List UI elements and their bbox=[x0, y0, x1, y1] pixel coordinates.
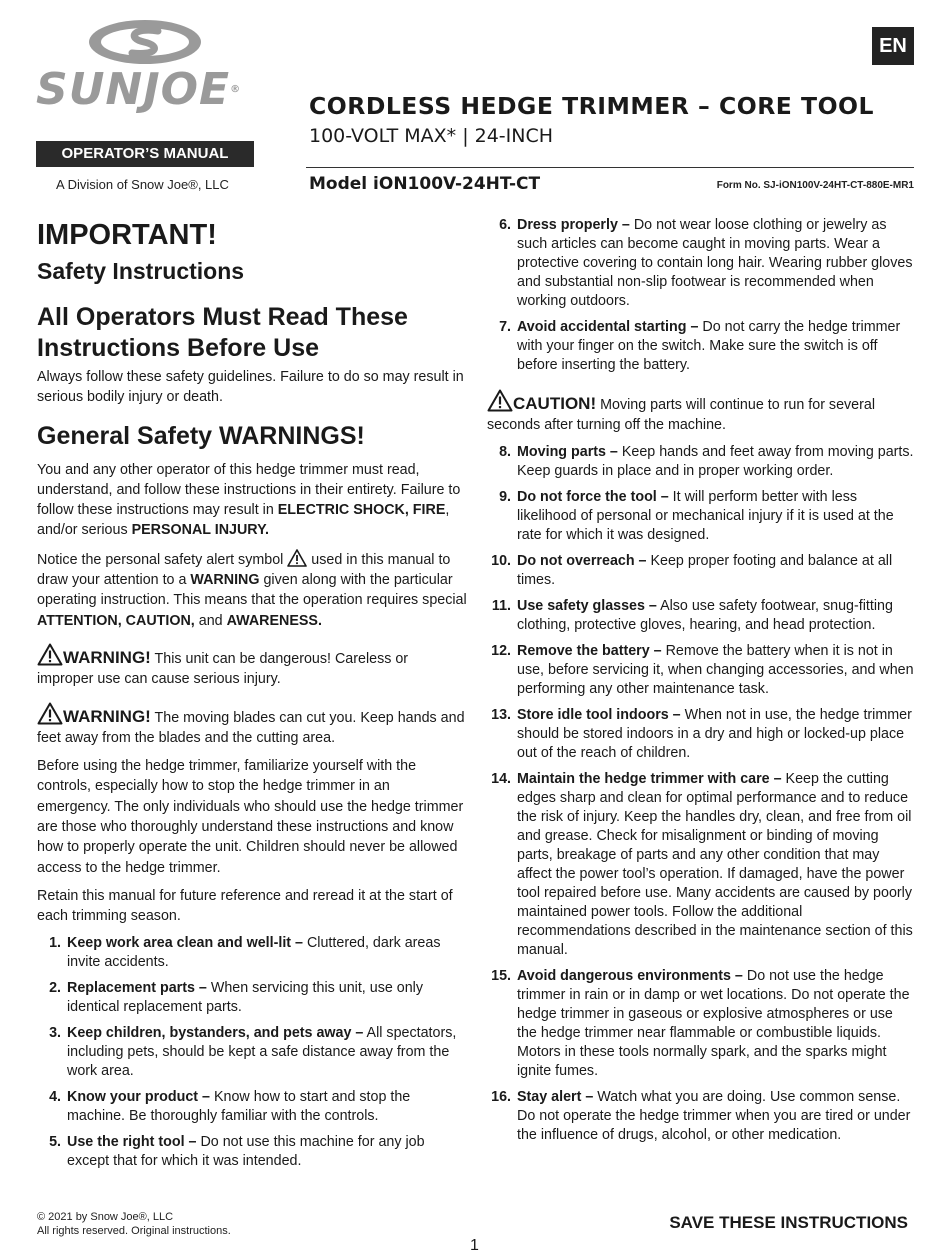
list-item: 14. Maintain the hedge trimmer with care – Keep the cutting edges sharp and clean for optimal performance and to reduce the risk of injury. Keep the handles dry, clean, and free from oil and grease. Check for misalignment or binding of moving parts, breakage of parts and any other condition that may affect the power tool’s operation. If damaged, have the power tool repaired before use. Many accidents are caused by poorly maintained power tools. Follow the additional recommendations described in the maintenance section of this manual. bbox=[491, 770, 913, 958]
list-item: 4. Know your product – Know how to start and stop the machine. Be thoroughly familiar with the controls. bbox=[49, 1088, 411, 1124]
caution-moving-parts: CAUTION! Moving parts will continue to run for several seconds after turning off the machine. bbox=[487, 389, 915, 436]
familiarize-paragraph: Before using the hedge trimmer, familiarize yourself with the controls, especially how to stop the hedge trimmer in an emergency. The only individuals who should use the hedge trimmer are those who thoroughly understand these instructions and know how to properly operate the unit. Children should never be allowed access to the hedge trimmer. bbox=[37, 758, 464, 876]
safety-instructions-heading: Safety Instructions bbox=[37, 258, 245, 284]
alert-symbol-paragraph: Notice the personal safety alert symbol used in this manual to draw your attention to a WARNING given along with the particular operating instruction. This means that the operation requires special ATTENTION, CAUTION, and AWARENESS. bbox=[37, 549, 467, 631]
retain-manual-paragraph: Retain this manual for future reference and reread it at the start of each trimming season. bbox=[37, 887, 453, 925]
division-text: A Division of Snow Joe®, LLC bbox=[56, 177, 229, 192]
warning-icon bbox=[37, 643, 63, 666]
list-item: 13. Store idle tool indoors – When not in use, the hedge trimmer should be stored indoors in a dry and high or locked-up place out of the reach of children. bbox=[491, 706, 912, 761]
operator-must-read-paragraph: You and any other operator of this hedge trimmer must read, understand, and follow these instructions in their entirety. Failure to follow these instructions may result in ELECTRIC SHOCK, FIRE, and/or serious PERSONAL INJURY. bbox=[37, 461, 461, 539]
list-item: 16. Stay alert – Watch what you are doing. Use common sense. Do not operate the hedge trimmer when you are tired or under the influence of drugs, alcohol, or other medication. bbox=[491, 1088, 911, 1143]
safety-list-left bbox=[37, 934, 467, 1171]
list-item: 10. Do not overreach – Keep proper footing and balance at all times. bbox=[491, 552, 893, 588]
list-item: 12. Remove the battery – Remove the battery when it is not in use, before servicing it, when changing accessories, and when performing any other maintenance task. bbox=[491, 642, 914, 697]
safety-alert-icon bbox=[287, 549, 307, 567]
general-warnings-heading: General Safety WARNINGS! bbox=[37, 421, 365, 450]
list-item: 8. Moving parts – Keep hands and feet away from moving parts. Keep guards in place and in proper working order. bbox=[499, 443, 914, 479]
save-instructions-footer: SAVE THESE INSTRUCTIONS bbox=[669, 1213, 908, 1232]
list-item: 6. Dress properly – Do not wear loose clothing or jewelry as such articles can become caught in moving parts. Wear a protective covering to contain long hair. Wearing rubber gloves and substantial non-slip footwear is recommended when working outdoors. bbox=[499, 217, 913, 309]
left-column bbox=[37, 218, 467, 1171]
list-item: 3. Keep children, bystanders, and pets away – All spectators, including pets, should be kept a safe distance away from the work area. bbox=[49, 1024, 457, 1079]
sunjoe-logo-icon bbox=[86, 18, 204, 66]
copyright-line: © 2021 by Snow Joe®, LLC bbox=[37, 1211, 174, 1223]
form-number: Form No. SJ-iON100V-24HT-CT-880E-MR1 bbox=[716, 180, 914, 191]
document-title: CORDLESS HEDGE TRIMMER – CORE TOOL bbox=[309, 92, 874, 120]
copyright-notice bbox=[37, 1210, 231, 1238]
safety-list-right-b bbox=[487, 443, 915, 1145]
always-follow-text: Always follow these safety guidelines. Failure to do so may result in serious bodily injury or death. bbox=[37, 369, 464, 406]
list-item: 5. Use the right tool – Do not use this machine for any job except that for which it was intended. bbox=[49, 1133, 425, 1169]
caution-icon bbox=[487, 389, 513, 412]
list-item: 11. Use safety glasses – Also use safety footwear, snug-fitting clothing, protective gloves, hearing, and head protection. bbox=[491, 597, 893, 633]
language-badge: EN bbox=[872, 27, 914, 65]
list-item: 9. Do not force the tool – It will perform better with less likelihood of personal or mechanical injury if it is used at the rate for which it was designed. bbox=[499, 488, 894, 543]
list-item: 7. Avoid accidental starting – Do not carry the hedge trimmer with your finger on the switch. Make sure the switch is off before inserting the battery. bbox=[499, 319, 901, 373]
brand-name: SUNJOE® bbox=[36, 64, 242, 115]
warning-careless-use: WARNING! This unit can be dangerous! Careless or improper use can cause serious injury. bbox=[37, 643, 467, 690]
warning-moving-blades: WARNING! The moving blades can cut you. Keep hands and feet away from the blades and the cutting area. bbox=[37, 702, 467, 749]
warning-icon bbox=[37, 702, 63, 725]
model-number: Model iON100V-24HT-CT bbox=[309, 174, 541, 194]
must-read-heading: All Operators Must Read These Instructions Before Use bbox=[37, 303, 408, 362]
important-heading: IMPORTANT! bbox=[37, 219, 217, 251]
list-item: 2. Replacement parts – When servicing this unit, use only identical replacement parts. bbox=[49, 979, 424, 1015]
safety-list-right-a bbox=[487, 216, 915, 375]
header-rule bbox=[306, 167, 914, 168]
rights-line: All rights reserved. Original instructions. bbox=[37, 1225, 231, 1237]
list-item: 15. Avoid dangerous environments – Do not use the hedge trimmer in rain or in damp or wet locations. Do not operate the hedge trimmer in gaseous or explosive atmospheres or use the hedge trimmer near flammable or combustible liquids. Motors in these tools normally spark, and the sparks might ignite fumes. bbox=[491, 967, 910, 1079]
page-number: 1 bbox=[470, 1237, 479, 1254]
brand-logo bbox=[36, 18, 256, 115]
list-item: 1. Keep work area clean and well-lit – Cluttered, dark areas invite accidents. bbox=[49, 934, 441, 970]
operators-manual-banner: OPERATOR’S MANUAL bbox=[36, 141, 254, 167]
document-subtitle: 100-VOLT MAX* | 24-INCH bbox=[309, 125, 554, 147]
right-column bbox=[487, 216, 915, 1145]
